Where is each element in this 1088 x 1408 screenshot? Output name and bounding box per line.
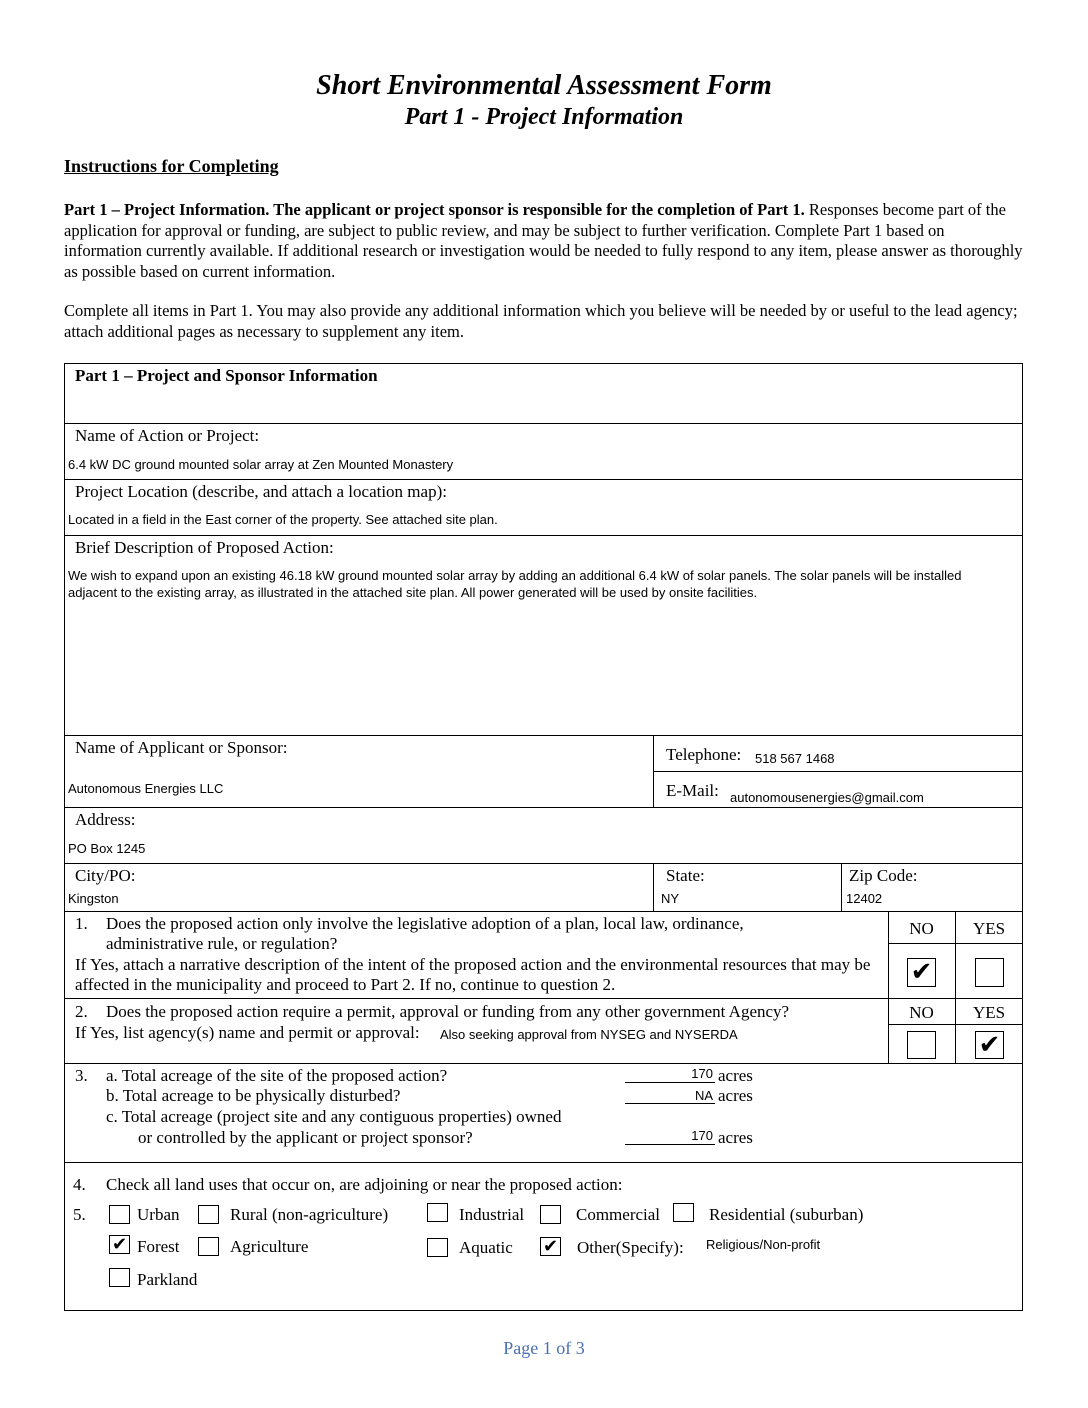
q2-text: Does the proposed action require a permit, approval or funding from any other government Agency?	[106, 1002, 790, 1021]
email-field[interactable]: autonomousenergies@gmail.com	[730, 790, 924, 805]
q2-no-label: NO	[909, 1003, 934, 1022]
col-divider	[653, 735, 654, 807]
state-label: State:	[666, 866, 705, 885]
row-divider	[64, 998, 1023, 999]
instructions-heading: Instructions for Completing	[64, 156, 279, 176]
row-divider	[653, 771, 1023, 772]
form-border	[64, 363, 1023, 1311]
other-specify-field[interactable]: Religious/Non-profit	[706, 1237, 821, 1252]
q3c-unit: acres	[718, 1128, 753, 1147]
instructions-paragraph-1	[64, 200, 1024, 282]
telephone-label: Telephone:	[666, 745, 742, 764]
q3c-text-2: or controlled by the applicant or project sponsor?	[138, 1128, 473, 1147]
agriculture-checkbox[interactable]	[198, 1237, 219, 1256]
q3c-field[interactable]: 170	[691, 1128, 713, 1143]
forest-checkbox[interactable]	[109, 1235, 130, 1254]
q1-yes-checkbox[interactable]	[975, 958, 1004, 987]
page-number: Page 1 of 3	[503, 1338, 585, 1358]
project-location-label: Project Location (describe, and attach a location map):	[75, 482, 447, 501]
q2-yes-label: YES	[972, 1003, 1006, 1022]
col-divider	[653, 863, 654, 911]
q1-no-label: NO	[909, 919, 934, 938]
row-divider	[64, 423, 1023, 424]
aquatic-label: Aquatic	[459, 1238, 513, 1257]
zip-field[interactable]: 12402	[846, 891, 883, 906]
q4-number: 4.	[73, 1175, 86, 1194]
form-subtitle: Part 1 - Project Information	[404, 104, 684, 130]
row-divider	[64, 911, 1023, 912]
q2-yes-checkbox[interactable]	[975, 1031, 1004, 1059]
q3a-unit: acres	[718, 1066, 753, 1085]
applicant-label: Name of Applicant or Sponsor:	[75, 738, 288, 757]
q1-note: If Yes, attach a narrative description of the intent of the proposed action and the environmental resources that may be affected in the municipality and proceed to Part 2. If no, continue to question 2.	[75, 955, 871, 994]
city-label: City/PO:	[75, 866, 136, 885]
description-label: Brief Description of Proposed Action:	[75, 538, 334, 557]
description-field[interactable]: We wish to expand upon an existing 46.18 kW ground mounted solar array by adding an additional 6.4 kW of solar panels. The solar panels will be installed adjacent to the existing array, as illustrated in the attached site plan. All power generated will be used by onsite facilities.	[68, 568, 962, 600]
q2-agency-field[interactable]: Also seeking approval from NYSEG and NYSERDA	[440, 1027, 738, 1042]
check-icon: ✔	[910, 957, 933, 987]
q4-text: Check all land uses that occur on, are adjoining or near the proposed action:	[106, 1175, 623, 1194]
commercial-checkbox[interactable]	[540, 1205, 561, 1224]
section-title: Part 1 – Project and Sponsor Information	[75, 366, 378, 385]
row-divider	[64, 1162, 1023, 1163]
rural-label: Rural (non-agriculture)	[230, 1205, 389, 1224]
check-icon: ✔	[978, 1030, 1001, 1060]
instructions-paragraph-1-body: Responses become part of the application for approval or funding, are subject to public review, and may be subject to further verification. Complete Part 1 based on information currently available. If additional research or investigation would be needed to fully respond to any item, please answer as thoroughly as possible based on current information.	[64, 200, 1023, 281]
telephone-field[interactable]: 518 567 1468	[755, 751, 835, 766]
col-divider	[841, 863, 842, 911]
q1-no-checkbox[interactable]	[907, 958, 936, 987]
residential-label: Residential (suburban)	[709, 1205, 864, 1224]
q2-number: 2.	[75, 1002, 88, 1021]
q3a-text: a. Total acreage of the site of the proposed action?	[106, 1066, 448, 1085]
q3-number: 3.	[75, 1066, 88, 1085]
q1-number: 1.	[75, 914, 88, 933]
urban-label: Urban	[137, 1205, 180, 1224]
zip-label: Zip Code:	[849, 866, 918, 885]
q2-note: If Yes, list agency(s) name and permit or approval:	[75, 1023, 420, 1042]
state-field[interactable]: NY	[661, 891, 680, 906]
q1-text: Does the proposed action only involve the legislative adoption of a plan, local law, ordinance, administrative rule, or regulation?	[106, 914, 744, 953]
other-checkbox[interactable]	[540, 1237, 561, 1256]
email-label: E-Mail:	[666, 781, 719, 800]
instructions-paragraph-1-lead: Part 1 – Project Information. The applicant or project sponsor is responsible for the completion of Part 1.	[64, 200, 805, 219]
q3c-text-1: c. Total acreage (project site and any contiguous properties) owned	[106, 1107, 562, 1126]
commercial-label: Commercial	[576, 1205, 661, 1224]
urban-checkbox[interactable]	[109, 1205, 130, 1224]
form-title: Short Environmental Assessment Form	[316, 70, 772, 101]
applicant-field[interactable]: Autonomous Energies LLC	[68, 781, 224, 796]
industrial-label: Industrial	[459, 1205, 525, 1224]
check-icon: ✔	[111, 1234, 128, 1255]
address-label: Address:	[75, 810, 136, 829]
row-divider	[64, 479, 1023, 480]
parkland-checkbox[interactable]	[109, 1268, 130, 1287]
q3b-unit: acres	[718, 1086, 753, 1105]
row-divider	[64, 735, 1023, 736]
aquatic-checkbox[interactable]	[427, 1238, 448, 1257]
row-divider	[64, 863, 1023, 864]
instructions-paragraph-2: Complete all items in Part 1. You may also provide any additional information which you believe will be needed by or useful to the lead agency; attach additional pages as necessary to supplement any item.	[64, 301, 1018, 341]
rural-checkbox[interactable]	[198, 1205, 219, 1224]
parkland-label: Parkland	[137, 1270, 198, 1289]
row-divider	[64, 535, 1023, 536]
industrial-checkbox[interactable]	[427, 1203, 448, 1222]
row-divider	[64, 807, 1023, 808]
project-location-field[interactable]: Located in a field in the East corner of the property. See attached site plan.	[68, 512, 498, 527]
project-name-field[interactable]: 6.4 kW DC ground mounted solar array at Zen Mounted Monastery	[68, 457, 454, 472]
agriculture-label: Agriculture	[230, 1237, 309, 1256]
forest-label: Forest	[137, 1237, 180, 1256]
q3b-field[interactable]: NA	[694, 1088, 713, 1103]
residential-checkbox[interactable]	[673, 1203, 694, 1222]
check-icon: ✔	[542, 1236, 559, 1257]
project-name-label: Name of Action or Project:	[75, 426, 260, 445]
row-divider	[64, 1063, 1023, 1064]
city-field[interactable]: Kingston	[68, 891, 119, 906]
q3b-text: b. Total acreage to be physically disturbed?	[106, 1086, 401, 1105]
address-field[interactable]: PO Box 1245	[68, 841, 146, 856]
q5-number: 5.	[73, 1205, 86, 1224]
other-label: Other(Specify):	[577, 1238, 684, 1257]
q3a-field[interactable]: 170	[691, 1066, 713, 1081]
q2-no-checkbox[interactable]	[907, 1031, 936, 1059]
q1-yes-label: YES	[972, 919, 1006, 938]
